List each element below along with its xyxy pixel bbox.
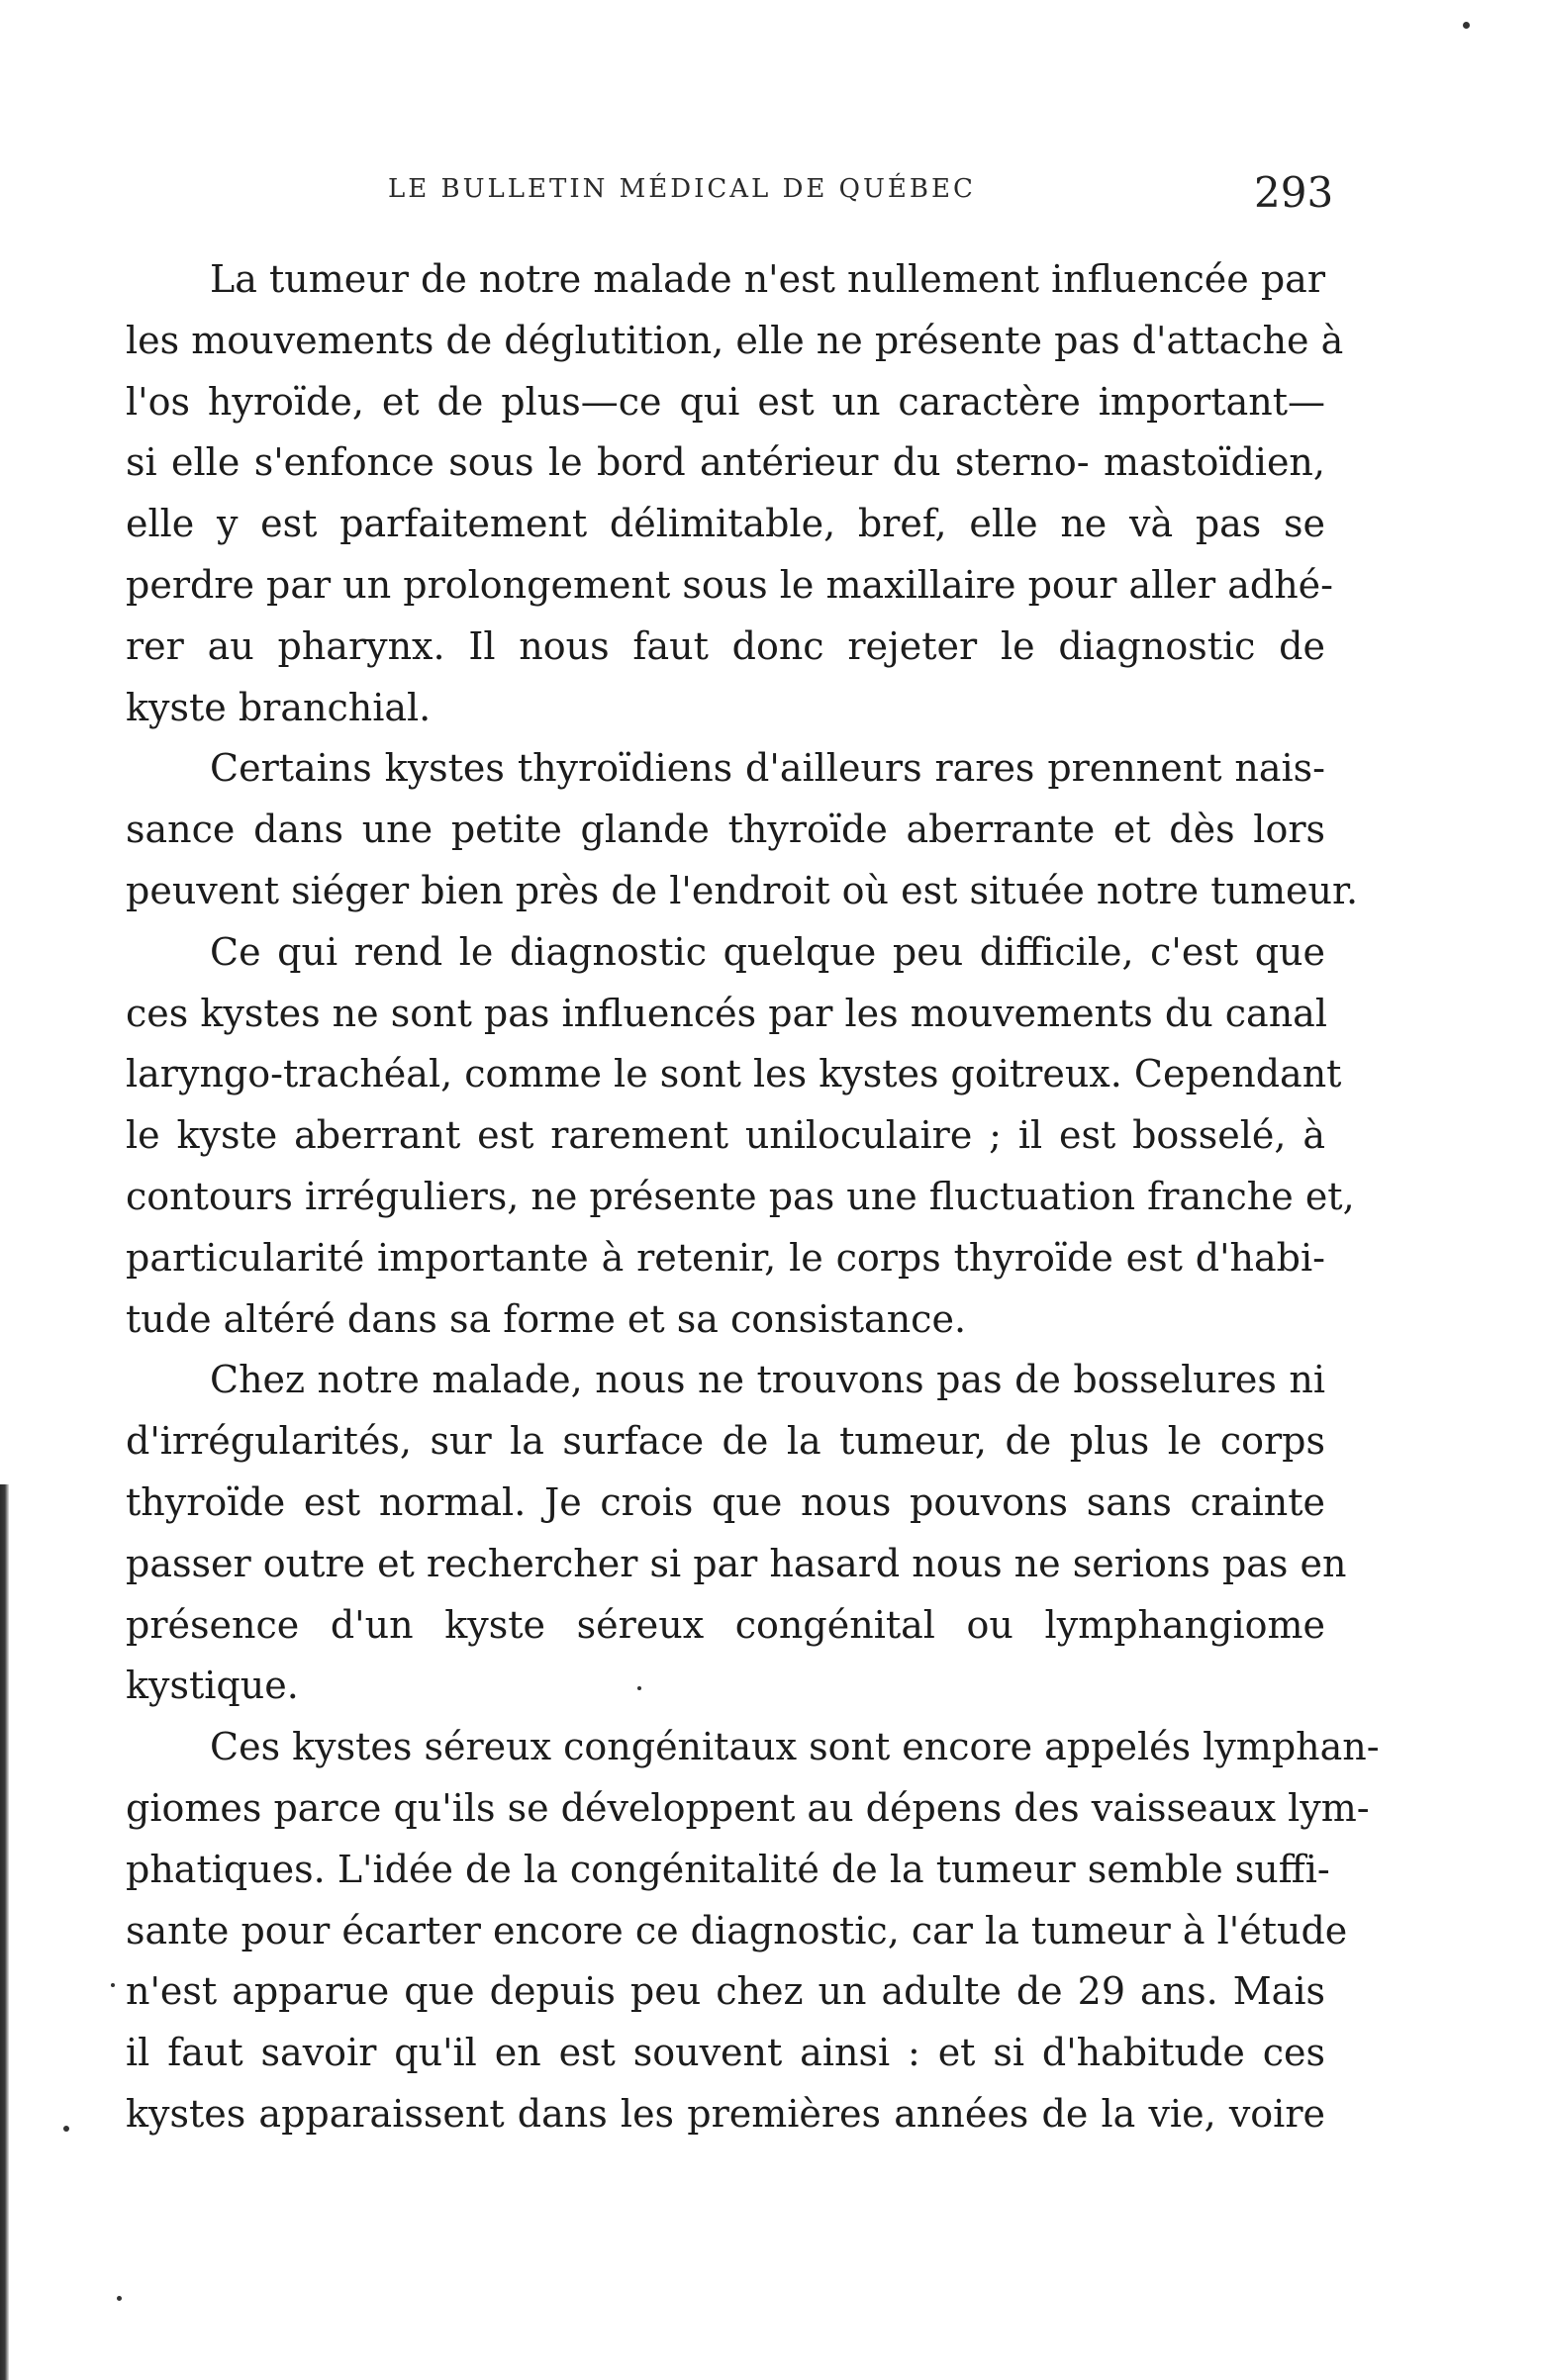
text-line: perdre par un prolongement sous le maxillaire pour aller adhé- — [126, 562, 1333, 607]
text-line: passer outre et rechercher si par hasard nous ne serions pas en — [126, 1541, 1347, 1585]
text-line: sante pour écarter encore ce diagnostic, car la tumeur à l'étude — [126, 1908, 1348, 1952]
page-number: 293 — [1254, 168, 1334, 217]
scan-speck — [1463, 22, 1470, 29]
text-line: d'irrégularités, sur la surface de la tumeur, de plus le corps — [126, 1419, 1325, 1464]
text-line: tude altéré dans sa forme et sa consistance. — [126, 1296, 967, 1341]
text-line: peuvent siéger bien près de l'endroit où est située notre tumeur. — [126, 868, 1359, 912]
text-line: l'os hyroïde, et de plus—ce qui est un caractère important— — [126, 379, 1325, 424]
text-line: kyste branchial. — [126, 685, 432, 729]
text-line: Ce qui rend le diagnostic quelque peu difficile, c'est que — [210, 929, 1325, 974]
text-line: La tumeur de notre malade n'est nullement influencée par — [210, 257, 1325, 301]
text-line: sance dans une petite glande thyroïde aberrante et dès lors — [126, 808, 1325, 852]
text-line: le kyste aberrant est rarement uniloculaire ; il est bosselé, à — [126, 1113, 1325, 1158]
text-line: laryngo-trachéal, comme le sont les kystes goitreux. Cependant — [126, 1052, 1342, 1096]
text-line: thyroïde est normal. Je crois que nous pouvons sans crainte — [126, 1479, 1325, 1524]
running-title: LE BULLETIN MÉDICAL DE QUÉBEC — [388, 174, 976, 204]
text-line: rer au pharynx. Il nous faut donc rejeter le diagnostic de — [126, 623, 1325, 668]
text-line: ces kystes ne sont pas influencés par les mouvements du canal — [126, 991, 1327, 1035]
text-line: il faut savoir qu'il en est souvent ainsi : et si d'habitude ces — [126, 2031, 1325, 2075]
scan-speck — [637, 1686, 641, 1690]
text-line: Ces kystes séreux congénitaux sont encore appelés lymphan- — [210, 1725, 1380, 1769]
text-line: giomes parce qu'ils se développent au dépens des vaisseaux lym- — [126, 1785, 1370, 1830]
text-line: n'est apparue que depuis peu chez un adulte de 29 ans. Mais — [126, 1969, 1325, 2014]
page-edge-shadow — [0, 1484, 9, 2380]
text-line: kystes apparaissent dans les premières années de la vie, voire — [126, 2091, 1325, 2136]
scan-speck — [63, 2126, 69, 2132]
text-line: présence d'un kyste séreux congénital ou lymphangiome — [126, 1602, 1325, 1647]
text-line: Chez notre malade, nous ne trouvons pas de bosselures ni — [210, 1358, 1325, 1402]
text-line: particularité importante à retenir, le corps thyroïde est d'habi- — [126, 1235, 1325, 1280]
page-header — [0, 170, 1543, 220]
scan-speck — [117, 2296, 122, 2301]
text-line: elle y est parfaitement délimitable, bref, elle ne và pas se — [126, 502, 1325, 546]
body-text — [126, 249, 1380, 2145]
text-line: Certains kystes thyroïdiens d'ailleurs rares prennent nais- — [210, 746, 1325, 791]
text-line: les mouvements de déglutition, elle ne présente pas d'attache à — [126, 318, 1344, 362]
scan-speck — [111, 1983, 115, 1987]
text-line: kystique. — [126, 1664, 299, 1708]
text-line: si elle s'enfonce sous le bord antérieur du sterno- mastoïdien, — [126, 440, 1325, 485]
text-line: phatiques. L'idée de la congénitalité de la tumeur semble suffi- — [126, 1847, 1330, 1891]
text-line: contours irréguliers, ne présente pas une fluctuation franche et, — [126, 1174, 1355, 1218]
